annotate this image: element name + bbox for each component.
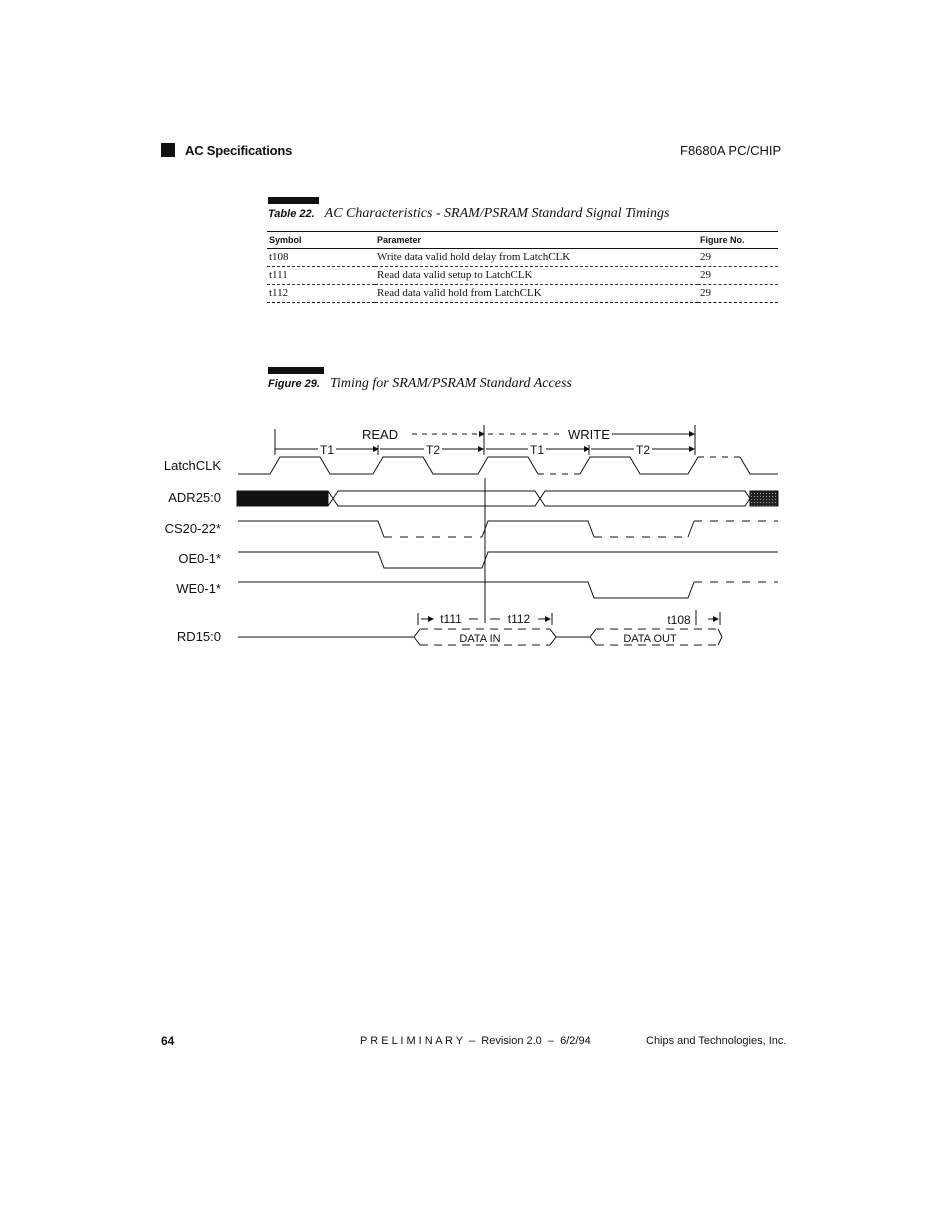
- signal-label-latchclk: LatchCLK: [163, 458, 221, 473]
- parameter-cell: Read data valid hold from LatchCLK: [375, 285, 698, 303]
- column-header: Parameter: [375, 232, 698, 249]
- column-header: Symbol: [267, 232, 375, 249]
- rd-transition: [718, 629, 722, 645]
- t112-label: t112: [507, 612, 531, 626]
- figure-cell: 29: [698, 285, 778, 303]
- revision-status: P R E L I M I N A R Y – Revision 2.0 – 6/2/94: [360, 1035, 591, 1047]
- t111-label: t111: [440, 612, 462, 626]
- rd-transition: [550, 629, 556, 645]
- write-phase-label: WRITE: [568, 427, 610, 442]
- adr-transition: [328, 491, 333, 506]
- cs-waveform: [688, 521, 694, 537]
- t108-label: t108: [667, 613, 691, 627]
- figure-title: Timing for SRAM/PSRAM Standard Access: [329, 376, 572, 391]
- latchclk-waveform: [238, 457, 538, 474]
- rd-transition: [414, 629, 420, 645]
- column-header: Figure No.: [698, 232, 778, 249]
- signal-label-adr: ADR25:0: [168, 490, 221, 505]
- section-title: AC Specifications: [185, 143, 293, 158]
- signal-label-we: WE0-1*: [176, 581, 221, 596]
- company-name: Chips and Technologies, Inc.: [646, 1035, 787, 1047]
- adr-next-block: [750, 491, 778, 506]
- cs-waveform: [238, 521, 384, 537]
- signal-label-cs: CS20-22*: [164, 521, 221, 536]
- parameter-cell: Write data valid hold delay from LatchCLK: [375, 249, 698, 267]
- cs-waveform: [482, 521, 594, 537]
- adr-valid-bus: [333, 491, 750, 506]
- we-waveform: [238, 582, 694, 598]
- data-out-label: DATA OUT: [623, 633, 677, 645]
- read-phase-label: READ: [362, 427, 399, 442]
- signal-label-rd: RD15:0: [176, 629, 221, 644]
- table-title: AC Characteristics - SRAM/PSRAM Standard Signal Timings: [324, 206, 670, 221]
- latchclk-waveform: [740, 457, 778, 474]
- figure-cell: 29: [698, 267, 778, 285]
- doc-title: F8680A PC/CHIP: [680, 143, 782, 158]
- symbol-cell: t108: [267, 249, 375, 267]
- figure-number: Figure 29.: [268, 378, 320, 390]
- cycle-label: T2: [635, 443, 651, 457]
- symbol-cell: t111: [267, 267, 375, 285]
- adr-invalid-block: [237, 491, 328, 506]
- figure-cell: 29: [698, 249, 778, 267]
- page-number: 64: [161, 1034, 175, 1048]
- cycle-label: T1: [319, 443, 335, 457]
- rd-transition: [590, 629, 596, 645]
- oe-waveform: [238, 552, 778, 568]
- table-number: Table 22.: [268, 208, 315, 220]
- signal-label-oe: OE0-1*: [178, 551, 221, 566]
- symbol-cell: t112: [267, 285, 375, 303]
- cycle-label: T2: [425, 443, 441, 457]
- cycle-label: T1: [529, 443, 545, 457]
- parameter-cell: Read data valid setup to LatchCLK: [375, 267, 698, 285]
- data-in-label: DATA IN: [459, 633, 501, 645]
- latchclk-waveform: [580, 457, 698, 474]
